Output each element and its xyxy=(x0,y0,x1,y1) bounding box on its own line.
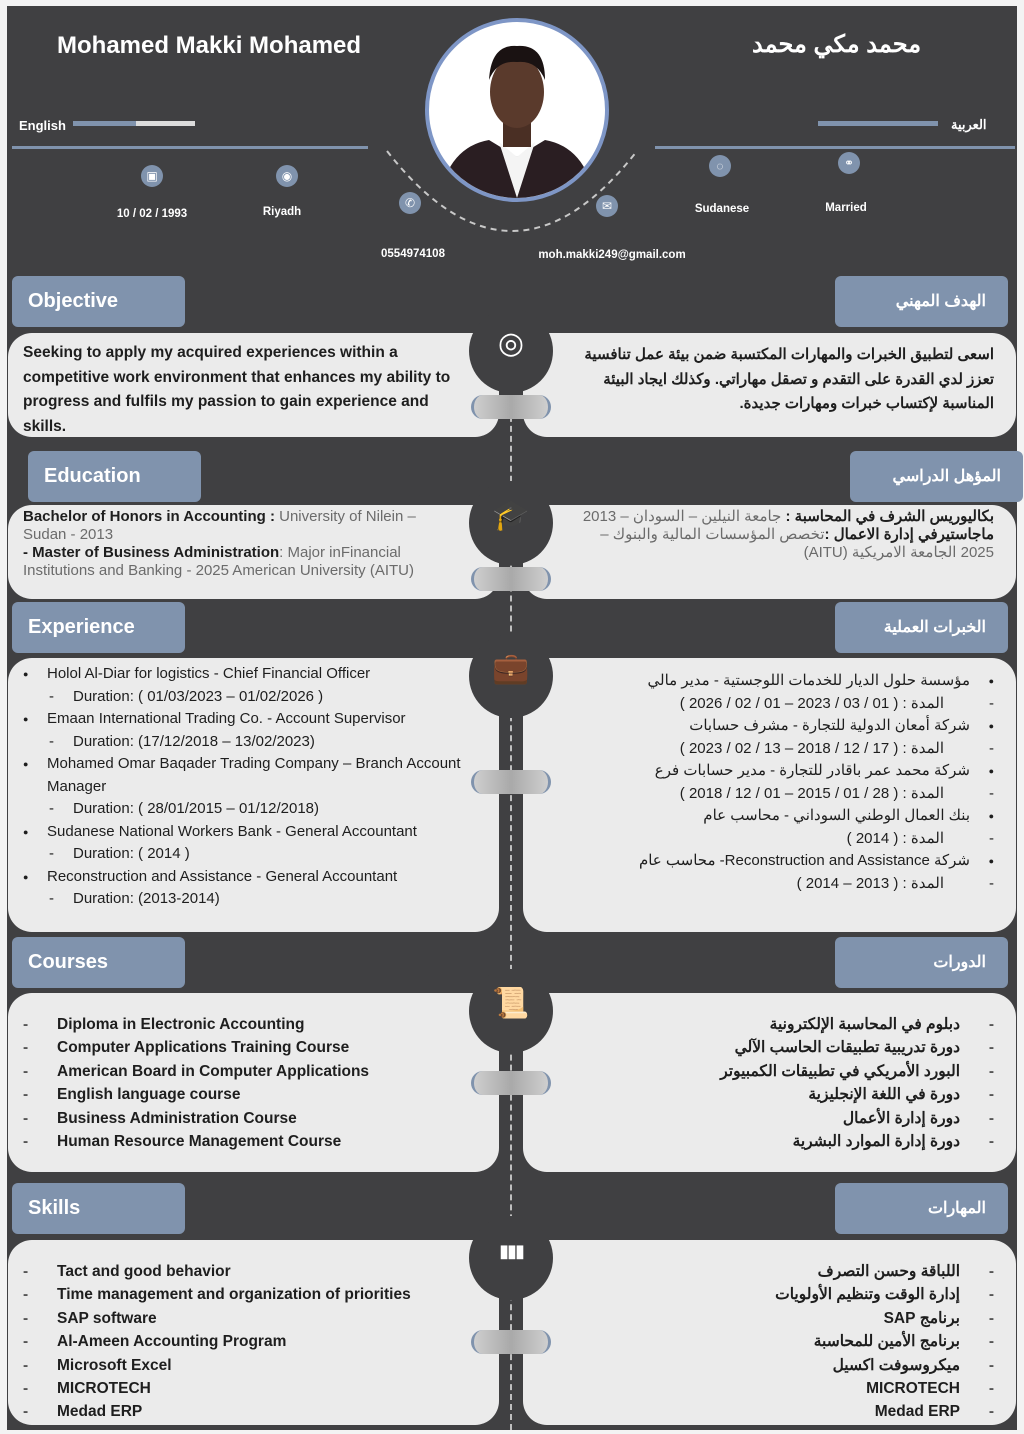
experience-title xyxy=(23,866,489,889)
experience-role: Emaan International Trading Co. - Account Supervisor xyxy=(47,710,406,727)
experience-role: Mohamed Omar Baqader Trading Company – Branch Account Manager xyxy=(47,755,461,795)
experience-role: شركة أمعان الدولية للتجارة - مشرف حسابات xyxy=(689,717,970,734)
experience-title xyxy=(561,715,994,738)
courses-item xyxy=(23,1107,489,1130)
dash-icon: - xyxy=(23,1356,29,1374)
skills-item xyxy=(561,1354,994,1377)
courses-item-text: Business Administration Course xyxy=(57,1109,297,1127)
courses-item-text: دورة تدريبية تطبيقات الحاسب الآلي xyxy=(734,1039,960,1057)
skills-item-text: Tact and good behavior xyxy=(57,1263,231,1280)
skills-item xyxy=(23,1307,489,1330)
objective-text-en: Seeking to apply my acquired experiences within a competitive work environment that enhances my ability to progress and fulfils my passion to gain experience and skills. xyxy=(23,344,451,435)
experience-duration xyxy=(561,738,994,761)
dash-icon: - xyxy=(988,1309,994,1327)
calendar-icon: ▣ xyxy=(141,165,163,187)
language-level-fill xyxy=(818,121,938,126)
courses-item xyxy=(561,1107,994,1130)
duration-text: المدة : ( 01 / 03 / 2023 – 01 / 02 / 2026 ) xyxy=(679,694,944,712)
experience-duration xyxy=(23,731,489,754)
info-nationality: Sudanese xyxy=(694,203,750,215)
skills-item xyxy=(23,1400,489,1423)
resume-page xyxy=(7,6,1017,1430)
skills-item-text: Al-Ameen Accounting Program xyxy=(57,1333,287,1351)
duration-text: Duration: ( 28/01/2015 – 01/12/2018) xyxy=(73,800,320,817)
duration-text: Duration: ( 2014 ) xyxy=(73,845,190,862)
dash-icon: - xyxy=(988,1133,994,1151)
dash-icon: - xyxy=(49,732,54,750)
dash-icon: - xyxy=(23,1380,29,1398)
dash-icon: - xyxy=(49,687,54,705)
language-level-english xyxy=(73,121,195,126)
section-title-objective-ar: الهدف المهني xyxy=(835,276,1008,327)
dash-icon: - xyxy=(989,874,994,892)
panel-skills-en xyxy=(8,1240,499,1425)
skills-item xyxy=(23,1283,489,1306)
duration-text: المدة : ( 17 / 12 / 2018 – 13 / 02 / 2023 ) xyxy=(679,739,944,757)
skills-item xyxy=(23,1330,489,1353)
bullet-icon: ● xyxy=(988,721,994,731)
bullet-icon: ● xyxy=(988,856,994,866)
experience-title xyxy=(561,850,994,873)
couple-icon: ⚭ xyxy=(838,152,860,174)
dash-icon: - xyxy=(988,1286,994,1304)
experience-title xyxy=(23,821,489,844)
skills-item xyxy=(23,1377,489,1400)
dash-icon: - xyxy=(988,1356,994,1374)
courses-item-text: Diploma in Electronic Accounting xyxy=(57,1016,305,1033)
dash-icon: - xyxy=(49,800,54,817)
education-item xyxy=(23,508,453,544)
skills-item xyxy=(561,1260,994,1283)
skills-item xyxy=(561,1377,994,1400)
courses-item xyxy=(561,1130,994,1153)
dash-icon: - xyxy=(988,1333,994,1351)
courses-item xyxy=(23,1083,489,1106)
skills-item-text: إدارة الوقت وتنظيم الأولويات xyxy=(775,1286,960,1304)
courses-item xyxy=(23,1036,489,1059)
duration-text: Duration: (17/12/2018 – 13/02/2023) xyxy=(73,732,315,750)
section-title-skills-en: Skills xyxy=(12,1183,185,1234)
education-degree: بكاليوريس الشرف في المحاسبة : xyxy=(785,508,994,525)
experience-role: شركة Reconstruction and Assistance- محاسب عام xyxy=(638,852,970,869)
mail-icon: ✉ xyxy=(596,195,618,217)
panel-objective-ar xyxy=(523,333,1016,437)
experience-role: شركة محمد عمر باقادر للتجارة - مدير حسابات فرع xyxy=(654,762,970,779)
experience-title xyxy=(23,753,489,798)
section-title-objective-en: Objective xyxy=(12,276,185,327)
dash-icon: - xyxy=(23,1109,29,1127)
language-level-arabic xyxy=(818,121,938,126)
courses-item xyxy=(23,1130,489,1153)
bullet-icon: ● xyxy=(23,759,29,769)
education-detail: تخصص المؤسسات المالية والبنوك – 2025 الجامعة الامريكية (AITU) xyxy=(600,526,994,561)
dash-icon: - xyxy=(49,890,54,907)
bullet-icon: ● xyxy=(23,826,29,837)
dash-icon: - xyxy=(989,829,994,847)
experience-role: Reconstruction and Assistance - General Accountant xyxy=(47,867,398,885)
language-label-arabic: العربية xyxy=(951,117,987,132)
skills-item-text: MICROTECH xyxy=(57,1380,151,1398)
education-detail: : Major inFinancial Institutions and Banking - 2025 American University (AITU) xyxy=(23,544,415,579)
experience-title xyxy=(23,708,489,731)
duration-text: Duration: (2013-2014) xyxy=(73,890,220,907)
courses-item xyxy=(561,1083,994,1106)
courses-item-text: البورد الأمريكي في تطبيقات الكمبيوتر xyxy=(720,1062,960,1080)
dash-icon: - xyxy=(988,1109,994,1127)
panel-education-ar xyxy=(523,505,1016,599)
panel-courses-ar xyxy=(523,993,1016,1172)
skills-item-text: برنامج الأمين للمحاسبة xyxy=(813,1333,960,1351)
phone-icon: ✆ xyxy=(399,192,421,214)
experience-role: مؤسسة حلول الديار للخدمات اللوجستية - مدير مالي xyxy=(647,672,970,689)
experience-role: Sudanese National Workers Bank - General Accountant xyxy=(47,822,417,840)
dash-icon: - xyxy=(988,1403,994,1421)
name-arabic: محمد مكي محمد xyxy=(752,31,922,58)
bullet-icon: ● xyxy=(988,811,994,821)
location-pin-icon: ◉ xyxy=(276,165,298,187)
timeline-connector xyxy=(471,1071,551,1095)
timeline-connector xyxy=(471,395,551,419)
dash-icon: - xyxy=(989,739,994,757)
section-title-education-en: Education xyxy=(28,451,201,502)
courses-item-text: American Board in Computer Applications xyxy=(57,1062,370,1080)
courses-item xyxy=(23,1060,489,1083)
skills-item xyxy=(23,1354,489,1377)
bullet-icon: ● xyxy=(23,714,29,724)
bar-chart-icon: ▮▮▮ xyxy=(469,1216,553,1300)
courses-item-text: دورة في اللغة الإنجليزية xyxy=(808,1086,960,1104)
experience-title xyxy=(561,805,994,828)
courses-item-text: دورة إدارة الموارد البشرية xyxy=(792,1133,960,1151)
section-title-courses-ar: الدورات xyxy=(835,937,1008,988)
dash-icon: - xyxy=(988,1016,994,1033)
dash-icon: - xyxy=(988,1263,994,1280)
experience-role: بنك العمال الوطني السوداني - محاسب عام xyxy=(703,807,970,824)
education-item xyxy=(564,508,994,526)
info-birth-date: 10 / 02 / 1993 xyxy=(116,208,188,220)
language-label-english: English xyxy=(19,118,66,133)
courses-item xyxy=(561,1036,994,1059)
experience-duration xyxy=(561,873,994,896)
dash-icon: - xyxy=(23,1309,29,1327)
dash-icon: - xyxy=(23,1016,29,1033)
panel-education-en xyxy=(8,505,499,599)
dash-icon: - xyxy=(988,1062,994,1080)
briefcase-icon: 💼 xyxy=(469,634,553,718)
skills-item-text: SAP software xyxy=(57,1309,157,1327)
skills-item-text: Medad ERP xyxy=(57,1403,143,1421)
dash-icon: - xyxy=(989,694,994,712)
experience-duration xyxy=(23,888,489,911)
skills-item xyxy=(561,1400,994,1423)
skills-item xyxy=(23,1260,489,1283)
skills-item xyxy=(561,1283,994,1306)
experience-duration xyxy=(561,693,994,716)
bullet-icon: ● xyxy=(988,766,994,776)
skills-item-text: Microsoft Excel xyxy=(57,1356,172,1374)
dash-icon: - xyxy=(49,845,54,862)
courses-item-text: دورة إدارة الأعمال xyxy=(842,1109,960,1127)
education-detail: University of Nilein – Sudan - 2013 xyxy=(23,508,416,543)
experience-title xyxy=(561,760,994,783)
education-item xyxy=(23,544,453,580)
globe-icon: ◌ xyxy=(709,155,731,177)
timeline-connector xyxy=(471,1330,551,1354)
skills-item-text: Medad ERP xyxy=(874,1403,960,1421)
duration-text: المدة : ( 2014 ) xyxy=(846,829,944,847)
section-title-skills-ar: المهارات xyxy=(835,1183,1008,1234)
experience-duration xyxy=(23,798,489,821)
experience-duration xyxy=(23,843,489,866)
education-item xyxy=(564,526,994,562)
dash-icon: - xyxy=(23,1086,29,1104)
duration-text: المدة : ( 28 / 01 / 2015 – 01 / 12 / 2018 ) xyxy=(679,784,944,802)
divider-right xyxy=(655,146,1015,149)
section-title-experience-ar: الخبرات العملية xyxy=(835,602,1008,653)
courses-item-text: Human Resource Management Course xyxy=(57,1133,342,1151)
objective-text-ar: اسعى لتطبيق الخبرات والمهارات المكتسبة ضمن بيئة عمل تنافسية تعزز لدي القدرة على التقدم و تصقل مهاراتي. وكذلك ايجاد البيئة المناسبة لإكتساب خبرات ومهارات جديدة. xyxy=(584,346,994,412)
skills-item xyxy=(561,1330,994,1353)
skills-item-text: اللباقة وحسن التصرف xyxy=(817,1263,960,1280)
dash-icon: - xyxy=(23,1286,29,1304)
dash-icon: - xyxy=(23,1133,29,1151)
education-degree: Bachelor of Honors in Accounting : xyxy=(23,508,275,525)
dash-icon: - xyxy=(23,1263,29,1280)
profile-photo xyxy=(425,18,609,202)
dash-icon: - xyxy=(988,1039,994,1057)
section-title-experience-en: Experience xyxy=(12,602,185,653)
dash-icon: - xyxy=(988,1086,994,1104)
info-city: Riyadh xyxy=(262,206,302,218)
courses-item xyxy=(561,1013,994,1036)
panel-experience-ar xyxy=(523,658,1016,932)
section-title-education-ar: المؤهل الدراسي xyxy=(850,451,1023,502)
divider-left xyxy=(12,146,368,149)
courses-item xyxy=(561,1060,994,1083)
timeline-connector xyxy=(471,567,551,591)
experience-duration xyxy=(561,783,994,806)
skills-item-text: MICROTECH xyxy=(866,1380,960,1398)
panel-experience-en xyxy=(8,658,499,932)
dash-icon: - xyxy=(988,1380,994,1398)
experience-title xyxy=(561,670,994,693)
panel-objective-en xyxy=(8,333,499,437)
info-phone: 0554974108 xyxy=(381,248,445,260)
bullet-icon: ● xyxy=(23,871,29,882)
timeline-connector xyxy=(471,770,551,794)
dash-icon: - xyxy=(23,1039,29,1057)
courses-item-text: English language course xyxy=(57,1086,241,1104)
target-icon: ◎ xyxy=(469,309,553,393)
duration-text: المدة : ( 2013 – 2014 ) xyxy=(796,874,944,892)
section-title-courses-en: Courses xyxy=(12,937,185,988)
certificate-icon: 📜 xyxy=(469,969,553,1053)
experience-role: Holol Al-Diar for logistics - Chief Financial Officer xyxy=(47,665,371,682)
bullet-icon: ● xyxy=(23,669,29,679)
education-degree: ماجاستيرفي إدارة الاعمال : xyxy=(824,526,994,543)
panel-courses-en xyxy=(8,993,499,1172)
skills-item-text: ميكروسوفت اكسيل xyxy=(832,1356,960,1374)
dash-icon: - xyxy=(23,1062,29,1080)
experience-duration xyxy=(561,828,994,851)
name-english: Mohamed Makki Mohamed xyxy=(57,32,362,59)
dash-icon: - xyxy=(23,1333,29,1351)
skills-item-text: Time management and organization of priorities xyxy=(57,1286,411,1304)
dash-icon: - xyxy=(23,1403,29,1421)
experience-title xyxy=(23,663,489,686)
info-email: moh.makki249@gmail.com xyxy=(538,249,686,261)
skills-item xyxy=(561,1307,994,1330)
education-detail: جامعة النيلين – السودان – 2013 xyxy=(582,508,786,525)
duration-text: Duration: ( 01/03/2023 – 01/02/2026 ) xyxy=(73,687,324,705)
education-degree: - Master of Business Administration xyxy=(23,544,280,561)
panel-skills-ar xyxy=(523,1240,1016,1425)
bullet-icon: ● xyxy=(988,676,994,686)
courses-item xyxy=(23,1013,489,1036)
skills-item-text: برنامج SAP xyxy=(883,1309,960,1327)
info-marital-status: Married xyxy=(825,202,867,214)
courses-item-text: Computer Applications Training Course xyxy=(57,1039,350,1057)
graduation-cap-icon: 🎓 xyxy=(469,481,553,565)
language-level-fill xyxy=(73,121,136,126)
experience-duration xyxy=(23,686,489,709)
dash-icon: - xyxy=(989,784,994,802)
courses-item-text: دبلوم في المحاسبة الإلكترونية xyxy=(769,1016,960,1033)
